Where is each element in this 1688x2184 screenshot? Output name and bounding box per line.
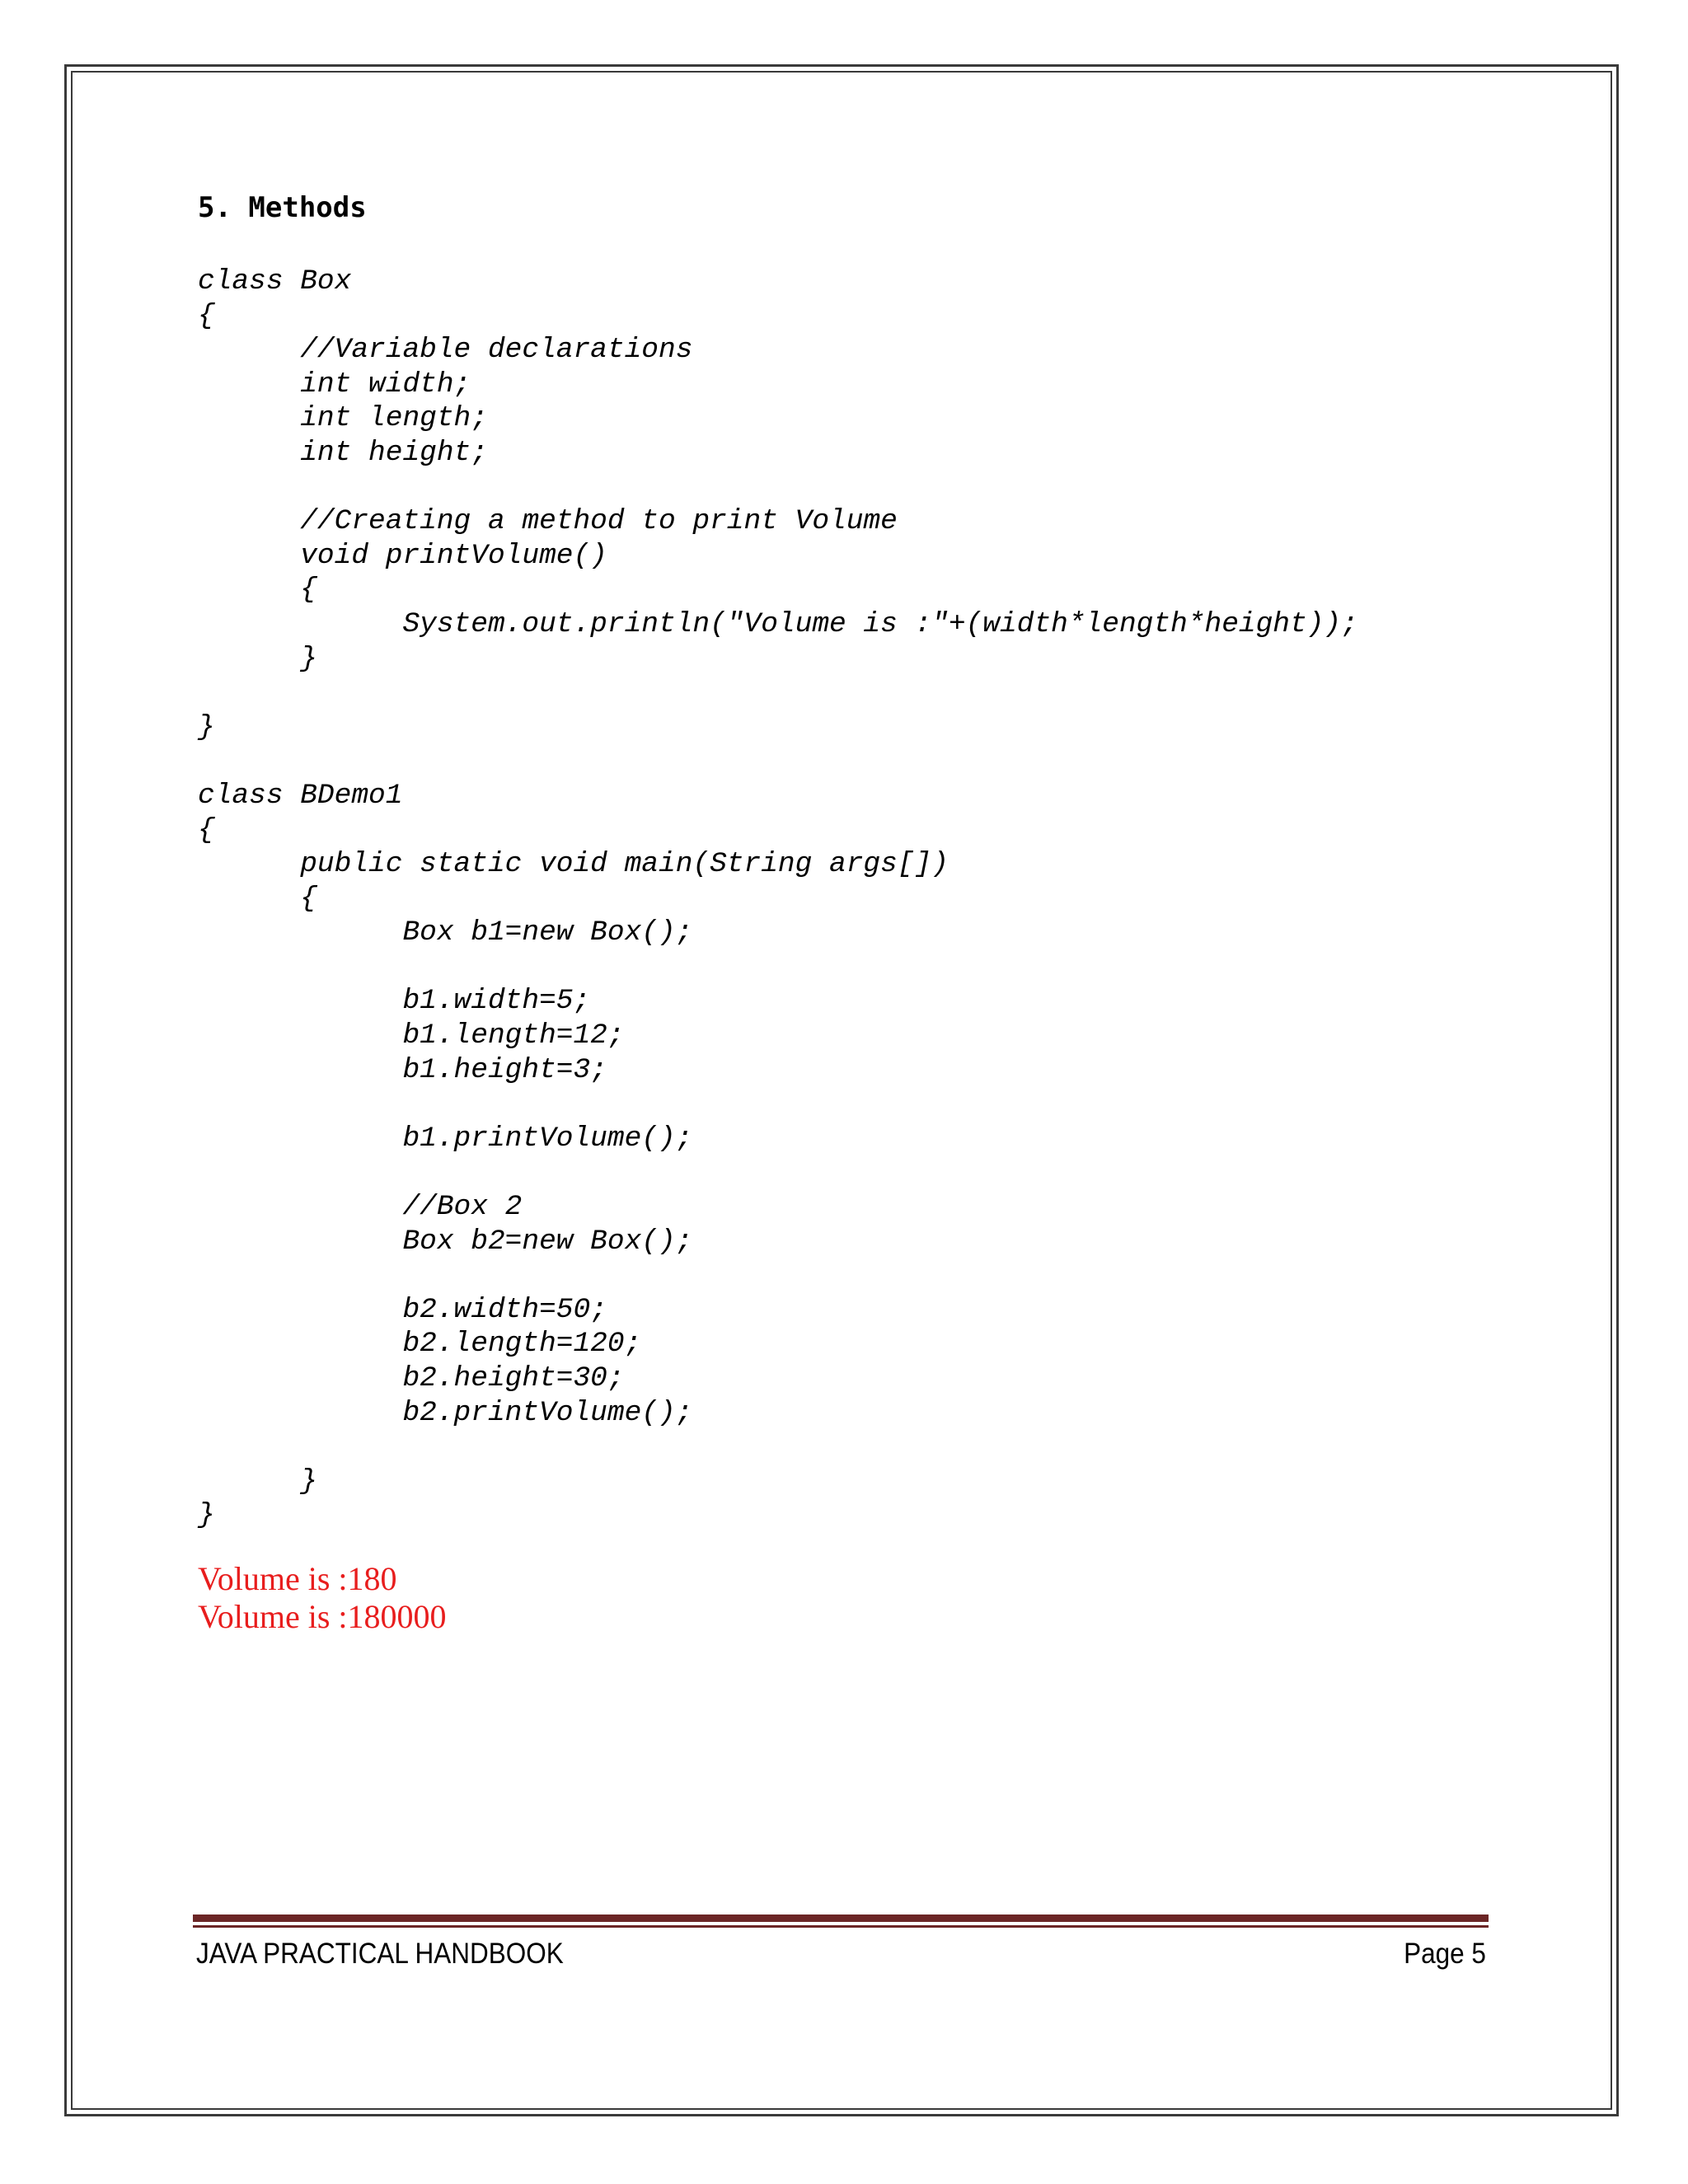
code-line <box>198 676 1358 710</box>
code-line: //Box 2 <box>198 1191 523 1224</box>
code-line: } <box>198 1465 317 1497</box>
code-line: void printVolume() <box>198 539 607 572</box>
code-line: b2.length=120; <box>198 1328 642 1361</box>
code-line: } <box>198 642 317 675</box>
footer-title: JAVA PRACTICAL HANDBOOK <box>196 1938 564 1970</box>
code-line: b1.printVolume(); <box>198 1122 693 1155</box>
code-line: class Box <box>198 265 352 298</box>
page-number: Page 5 <box>1404 1938 1486 1970</box>
code-line: Box b1=new Box(); <box>198 916 693 949</box>
code-line: int height; <box>198 436 488 469</box>
code-line <box>198 471 1358 505</box>
code-line: int length; <box>198 402 488 435</box>
section-heading: 5. Methods <box>198 191 367 224</box>
code-line <box>198 1087 1358 1122</box>
code-line: //Variable declarations <box>198 334 693 367</box>
code-line: } <box>198 1499 215 1532</box>
code-line: { <box>198 882 317 915</box>
code-line: b2.height=30; <box>198 1362 625 1394</box>
code-line: { <box>198 299 215 332</box>
code-line: //Creating a method to print Volume <box>198 505 898 538</box>
footer-rule-thin <box>193 1925 1489 1928</box>
code-line: } <box>198 710 215 743</box>
code-line: b2.printVolume(); <box>198 1396 693 1429</box>
code-line: { <box>198 574 317 607</box>
code-line: int width; <box>198 368 471 401</box>
program-output <box>198 1560 447 1636</box>
code-line <box>198 1430 1358 1465</box>
code-line: Box b2=new Box(); <box>198 1225 693 1258</box>
code-line <box>198 744 1358 779</box>
code-line: b2.width=50; <box>198 1293 607 1326</box>
footer-rule-thick <box>193 1915 1489 1922</box>
code-line: b1.height=3; <box>198 1053 607 1086</box>
code-line: b1.length=12; <box>198 1019 625 1052</box>
output-line: Volume is :180 <box>198 1560 397 1597</box>
code-line: { <box>198 813 215 846</box>
code-line <box>198 1258 1358 1293</box>
code-line: b1.width=5; <box>198 985 591 1018</box>
output-line: Volume is :180000 <box>198 1598 447 1635</box>
code-block <box>198 265 1358 1533</box>
code-line: class BDemo1 <box>198 779 403 812</box>
code-line <box>198 950 1358 985</box>
code-line: public static void main(String args[]) <box>198 848 949 881</box>
code-line: System.out.println("Volume is :"+(width*length*height)); <box>198 607 1358 640</box>
code-line <box>198 1155 1358 1190</box>
